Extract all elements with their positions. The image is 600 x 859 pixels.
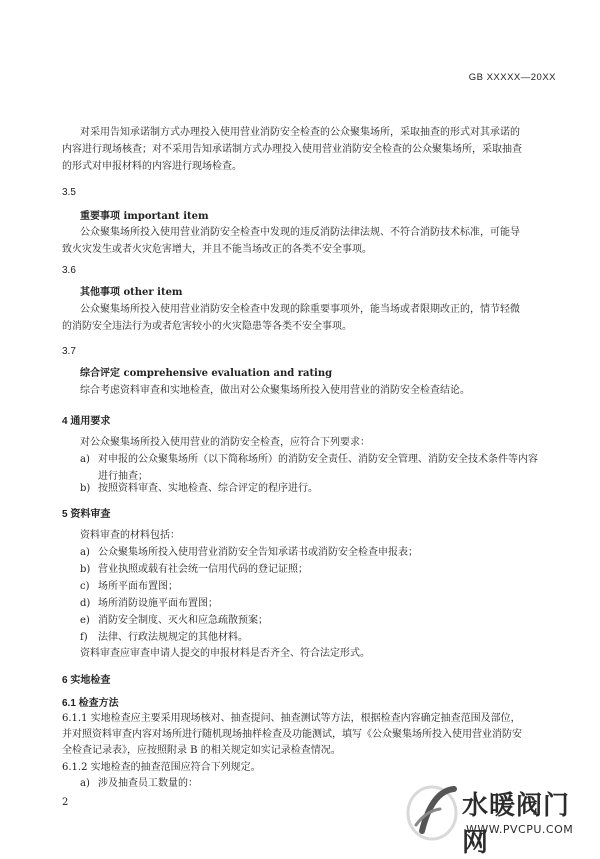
list-item [80, 595, 550, 612]
list-text: 场所消防设施平面布置图； [98, 598, 218, 609]
term-number: 3.7 [62, 346, 76, 357]
section-heading: 5 资料审查 [62, 509, 111, 520]
list-item [80, 578, 550, 595]
section-intro: 对公众聚集场所投入使用营业的消防安全检查，应符合下列要求： [80, 437, 370, 448]
term-title: 重要事项 important item [80, 211, 209, 222]
list-label: d) [80, 598, 91, 609]
definition-line: 公众聚集场所投入使用营业消防安全检查中发现的除重要事项外，能当场或者限期改正的，情节轻微 [80, 304, 520, 315]
list-text: 法律、行政法规规定的其他材料。 [98, 632, 248, 643]
clause-line: 6.1.1 实地检查应主要采用现场核对、抽查提问、抽查测试等方法，根据检查内容确定抽查范围及部位， [62, 713, 521, 724]
term-number: 3.6 [62, 265, 76, 276]
section-closing: 资料审查应审查申请人提交的申报材料是否齐全、符合法定形式。 [80, 648, 370, 659]
definition-line: 的消防安全违法行为或者危害较小的火灾隐患等各类不安全事项。 [62, 321, 352, 332]
intro-line: 对采用告知承诺制方式办理投入使用营业消防安全检查的公众聚集场所，采取抽查的形式对其承诺的 [80, 127, 520, 138]
list-text: 对申报的公众聚集场所（以下简称场所）的消防安全责任、消防安全管理、消防安全技术条件等内容进行抽查； [98, 454, 538, 482]
section-heading: 6 实地检查 [62, 675, 111, 686]
list-label: f) [80, 632, 88, 643]
watermark-logo [404, 781, 594, 858]
clause-6-1-2: 6.1.2 实地检查的抽查范围应符合下列规定。 [62, 762, 261, 773]
term-number: 3.5 [62, 187, 76, 198]
list-text: 营业执照或载有社会统一信用代码的登记证照； [98, 564, 308, 575]
list-label: c) [80, 581, 90, 592]
definition-line: 公众聚集场所投入使用营业消防安全检查中发现的违反消防法律法规、不符合消防技术标准，可能导 [80, 227, 520, 238]
list-item [80, 480, 550, 497]
list-text: 涉及抽查员工数量的： [98, 778, 198, 789]
list-item [80, 629, 550, 646]
list-label: b) [80, 483, 91, 494]
term-definition [62, 224, 542, 258]
logo-swoosh-icon [404, 781, 460, 841]
section-heading: 4 通用要求 [62, 416, 111, 427]
intro-paragraph [62, 124, 542, 175]
list-label: a) [80, 778, 90, 789]
list-text: 场所平面布置图； [98, 581, 178, 592]
term-title: 其他事项 other item [80, 287, 183, 298]
term-definition [80, 382, 542, 399]
watermark-brand: 水暖阀门网 [462, 791, 571, 858]
definition-line: 致火灾发生或者火灾危害增大，并且不能当场改正的各类不安全事项。 [62, 244, 372, 255]
list-text: 按照资料审查、实地检查、综合评定的程序进行。 [98, 483, 318, 494]
list-label: a) [80, 454, 90, 465]
list-text: 消防安全制度、灭火和应急疏散预案； [98, 615, 268, 626]
standard-number: GB XXXXX—20XX [468, 72, 556, 83]
definition-line: 综合考虑资料审查和实地检查，做出对公众聚集场所投入使用营业的消防安全检查结论。 [80, 385, 470, 396]
list-label: b) [80, 564, 91, 575]
term-title: 综合评定 comprehensive evaluation and rating [80, 368, 333, 379]
list-label: e) [80, 615, 90, 626]
section-intro: 资料审查的材料包括： [80, 530, 180, 541]
page-number: 2 [62, 797, 69, 808]
list-item [80, 561, 550, 578]
list-item [80, 544, 550, 561]
watermark-url: WWW.PVCPU.COM [466, 823, 574, 836]
intro-line: 内容进行现场核查；对不采用告知承诺制方式办理投入使用营业消防安全检查的公众聚集场所，采取抽查 [62, 144, 522, 155]
list-label: a) [80, 547, 90, 558]
intro-line: 的形式对申报材料的内容进行现场检查。 [62, 161, 242, 172]
list-text: 公众聚集场所投入使用营业消防安全告知承诺书或消防安全检查申报表； [98, 547, 418, 558]
list-item [80, 612, 550, 629]
term-definition [62, 301, 542, 335]
clause-line: 并对照资料审查内容对场所进行随机现场抽样检查及功能测试，填写《公众聚集场所投入使用营业消防安 [62, 729, 522, 740]
clause-6-1-1 [62, 711, 544, 759]
clause-line: 全检查记录表》，应按照附录 B 的相关规定如实记录检查情况。 [62, 745, 341, 756]
subsection-heading: 6.1 检查方法 [62, 698, 119, 709]
